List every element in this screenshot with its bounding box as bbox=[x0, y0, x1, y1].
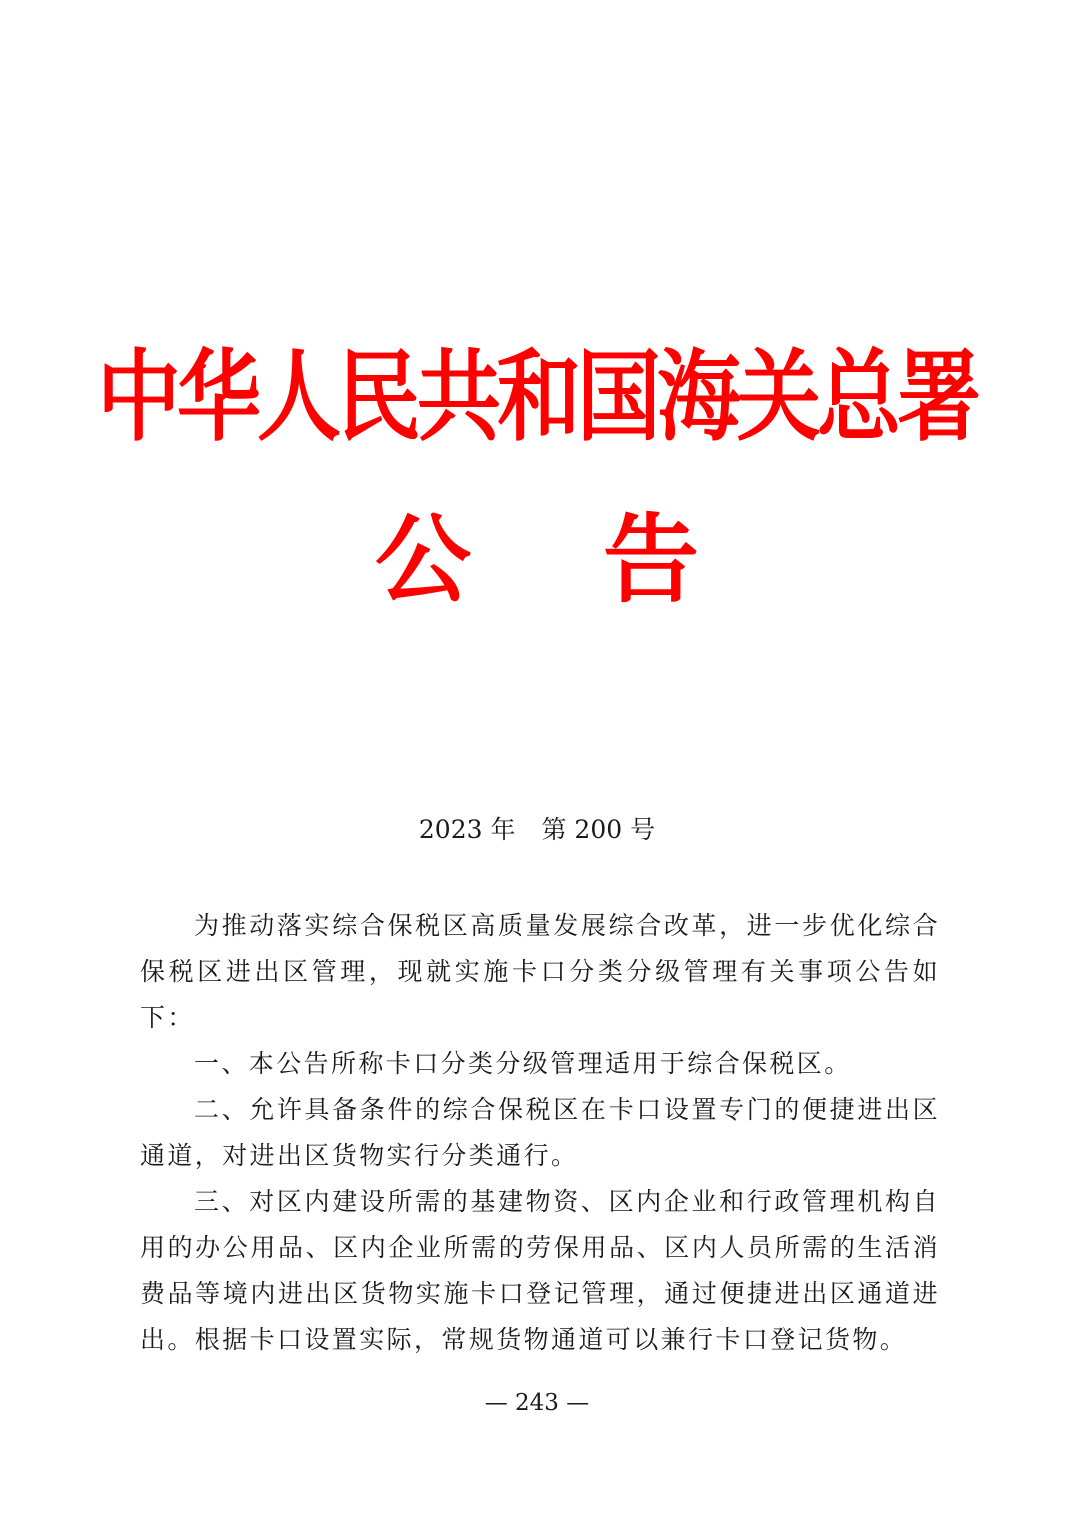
page-number: — 243 — bbox=[484, 1390, 590, 1416]
document-type-title bbox=[0, 500, 1074, 620]
issuing-authority-title: 中华人民共和国海关总署 bbox=[96, 339, 977, 455]
document-type-char-2: 告 bbox=[603, 504, 699, 616]
announcement-body bbox=[140, 903, 940, 1363]
paragraph-intro: 为推动落实综合保税区高质量发展综合改革，进一步优化综合保税区进出区管理，现就实施卡口分类分级管理有关事项公告如下： bbox=[140, 911, 940, 1032]
document-number bbox=[0, 810, 1074, 850]
document-type-char-1: 公 bbox=[375, 504, 471, 616]
paragraph-item-2: 二、允许具备条件的综合保税区在卡口设置专门的便捷进出区通道，对进出区货物实行分类通行。 bbox=[140, 1095, 940, 1170]
document-serial: 第 200 号 bbox=[541, 815, 656, 844]
document-year: 2023 年 bbox=[418, 815, 516, 844]
paragraph-item-3: 三、对区内建设所需的基建物资、区内企业和行政管理机构自用的办公用品、区内企业所需的劳保用品、区内人员所需的生活消费品等境内进出区货物实施卡口登记管理，通过便捷进出区通道进出。根据卡口设置实际，常规货物通道可以兼行卡口登记货物。 bbox=[140, 1187, 940, 1354]
paragraph-item-1: 一、本公告所称卡口分类分级管理适用于综合保税区。 bbox=[194, 1049, 852, 1078]
